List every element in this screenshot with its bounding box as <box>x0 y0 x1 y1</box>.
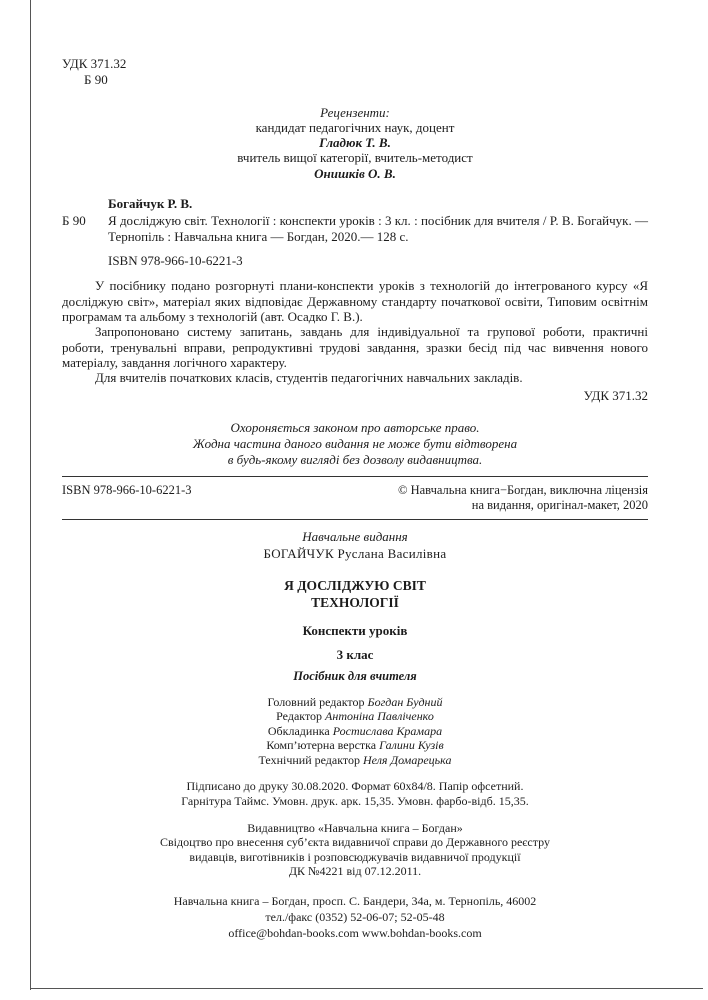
staff-name: Галини Кузів <box>379 738 444 753</box>
catalog-author: Богайчук Р. В. <box>108 196 193 212</box>
staff-line <box>62 709 648 723</box>
publisher-block <box>62 821 648 879</box>
contact-email-website: office@bohdan-books.com www.bohdan-books.com <box>228 925 482 940</box>
page-trim-bottom-line <box>30 988 703 989</box>
staff-role: Редактор <box>276 709 326 724</box>
page-trim-left-line <box>30 0 31 990</box>
isbn-number-bottom: ISBN 978-966-10-6221-3 <box>62 482 192 497</box>
divider-rule-bottom <box>62 519 648 520</box>
print-info-line-1: Підписано до друку 30.08.2020. Формат 60х84/8. Папір офсетний. <box>186 779 524 794</box>
reviewers-heading: Рецензенти: <box>320 104 390 120</box>
edition-author: БОГАЙЧУК Руслана Василівна <box>263 546 447 562</box>
contact-phone: тел./факс (0352) 52-06-07; 52-05-48 <box>265 909 445 924</box>
book-grade: 3 клас <box>336 646 374 662</box>
staff-line <box>62 753 648 767</box>
print-info-line-2: Гарнітура Таймс. Умовн. друк. арк. 15,35. Умовн. фарбо-відб. 15,35. <box>181 794 529 809</box>
udk-number: УДК 371.32 <box>62 56 127 71</box>
udk-right: УДК 371.32 <box>583 387 648 403</box>
staff-role: Комп’ютерна верстка <box>266 738 380 753</box>
print-info-block <box>62 779 648 809</box>
annotation-block <box>62 278 648 385</box>
copyright-line-2: на видання, оригінал-макет, 2020 <box>471 498 648 513</box>
edition-type: Навчальне видання <box>302 528 408 544</box>
page-content <box>62 56 648 941</box>
copyright-line-1: © Навчальна книга−Богдан, виключна ліцензія <box>397 482 648 497</box>
law-note-line-2: Жодна частина даного видання не може бути відтворена <box>192 435 518 451</box>
reviewer-1-title: кандидат педагогічних наук, доцент <box>255 119 455 135</box>
bbk-number: Б 90 <box>84 72 108 88</box>
publisher-line-1: Видавництво «Навчальна книга – Богдан» <box>247 821 463 836</box>
staff-name: Богдан Будний <box>367 695 443 710</box>
book-title-line-2: ТЕХНОЛОГІЇ <box>311 595 399 611</box>
staff-name: Неля Домарецька <box>363 752 452 767</box>
annotation-paragraph-1: У посібнику подано розгорнуті плани-конспекти уроків з технологій до інтегрованого курсу «Я досліджую світ», матеріал яких відповідає Державному стандарту початкової освіти, Типовим освітнім програмам та альбому з технологій (авт. Осадко Г. В.). <box>62 278 648 325</box>
publisher-line-4: ДК №4221 від 07.12.2011. <box>288 864 422 879</box>
catalog-entry-block <box>62 213 648 244</box>
staff-name: Антоніна Павліченко <box>325 709 434 724</box>
isbn-number: ISBN 978-966-10-6221-3 <box>108 253 243 269</box>
copyright-law-note <box>62 420 648 468</box>
copyright-statement <box>398 483 648 514</box>
annotation-paragraph-2: Запропоновано систему запитань, завдань для індивідуальної та групової роботи, практичні роботи, тренувальні вправи, репродуктивні трудові завдання, зразки бесід під час вивчення нового матеріалу, завдання логічного характеру. <box>62 324 648 371</box>
publisher-line-3: видавців, виготівників і розповсюджувачів видавничої продукції <box>189 849 521 864</box>
staff-name: Ростислава Крамара <box>332 723 443 738</box>
book-kind: Посібник для вчителя <box>293 669 417 684</box>
catalog-entry-text: Я досліджую світ. Технології : конспекти уроків : 3 кл. : посібник для вчителя / Р. В. Богайчук. — Тернопіль : Навчальна книга — Богдан, 2020.— 128 с. <box>108 213 648 244</box>
annotation-paragraph-3: Для вчителів початкових класів, студентів педагогічних навчальних закладів. <box>95 370 523 386</box>
isbn-copyright-row <box>62 483 648 514</box>
law-note-line-3: в будь-якому вигляді без дозволу видавництва. <box>227 451 483 467</box>
catalog-code: Б 90 <box>62 213 86 229</box>
staff-line <box>62 724 648 738</box>
divider-rule-top <box>62 476 648 477</box>
udk-block <box>62 56 648 89</box>
reviewer-2-title: вчитель вищої категорії, вчитель-методист <box>237 150 473 166</box>
contact-address: Навчальна книга – Богдан, просп. С. Бандери, 34а, м. Тернопіль, 46002 <box>173 893 537 908</box>
staff-role: Обкладинка <box>267 723 333 738</box>
book-subtitle: Конспекти уроків <box>302 622 408 638</box>
reviewers-block <box>62 105 648 182</box>
staff-line <box>62 695 648 709</box>
reviewer-2-name: Онишків О. В. <box>314 165 396 181</box>
book-title <box>62 577 648 612</box>
staff-block <box>62 695 648 767</box>
book-title-line-1: Я ДОСЛІДЖУЮ СВІТ <box>284 577 426 593</box>
staff-role: Головний редактор <box>267 695 368 710</box>
publisher-line-2: Свідоцтво про внесення суб’єкта видавничої справи до Державного реєстру <box>160 835 550 850</box>
staff-line <box>62 738 648 752</box>
reviewer-1-name: Гладюк Т. В. <box>319 135 391 151</box>
contact-block <box>62 893 648 942</box>
law-note-line-1: Охороняється законом про авторське право. <box>230 420 480 436</box>
staff-role: Технічний редактор <box>258 752 363 767</box>
